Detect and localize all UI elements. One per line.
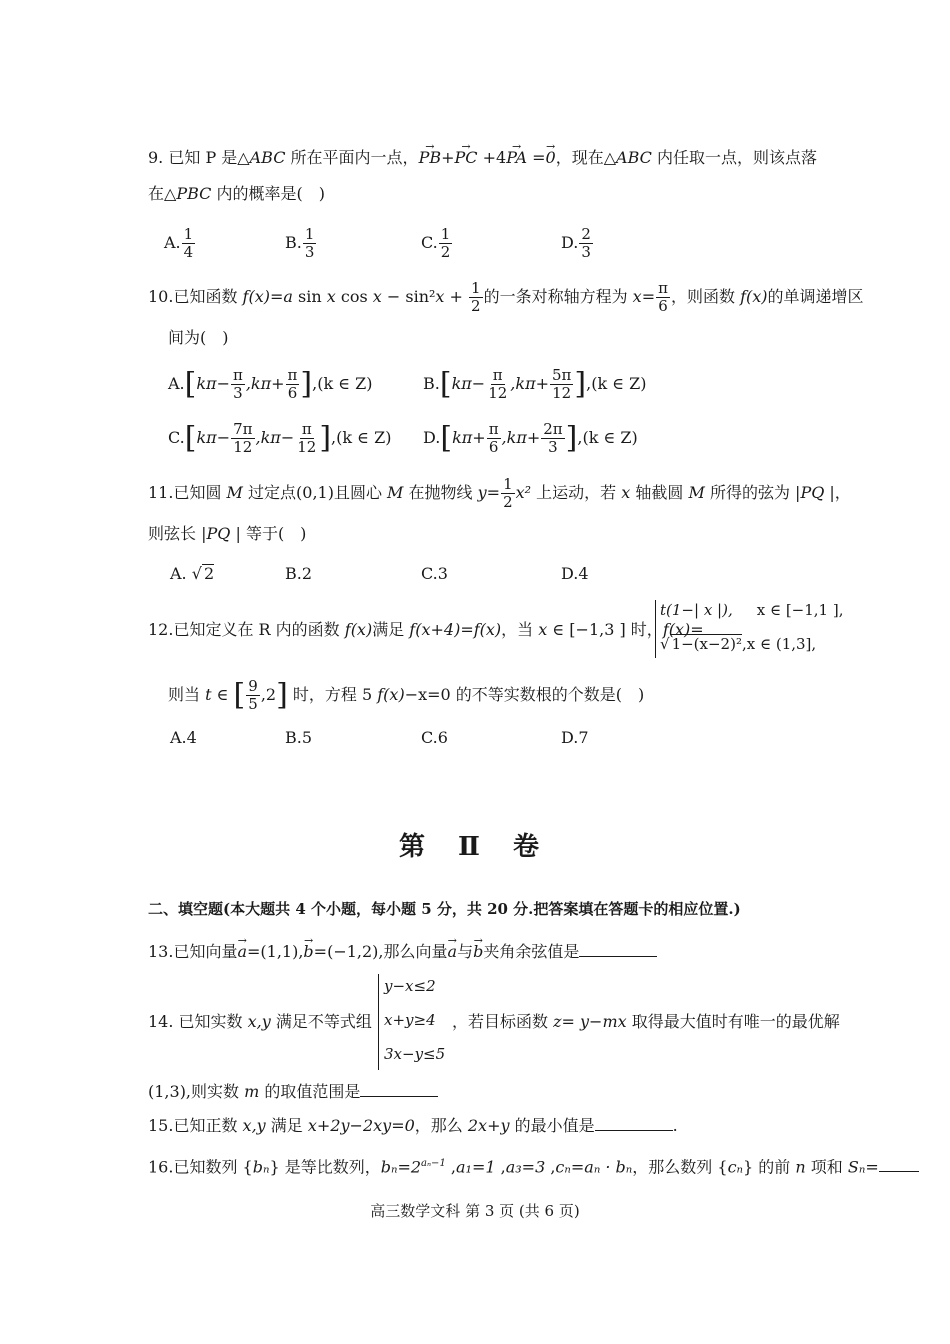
constraint: x+2y−2xy=0 xyxy=(307,1116,415,1135)
q16-line xyxy=(148,1152,919,1179)
seq-b-def: bₙ=2 xyxy=(380,1157,422,1177)
numerator: 1 xyxy=(440,225,451,243)
q10-line1 xyxy=(148,280,864,315)
fraction xyxy=(231,421,254,456)
fraction xyxy=(469,280,483,315)
numerator: 2 xyxy=(581,225,591,243)
zero-vector: → 0 xyxy=(546,146,556,170)
fraction xyxy=(501,476,515,511)
answer-blank[interactable] xyxy=(879,1155,919,1172)
q14-line1-tail xyxy=(452,1010,840,1034)
function-relation: f(x+4)=f(x) xyxy=(409,620,502,639)
q13-text: 与 xyxy=(457,942,474,961)
numerator: 1 xyxy=(503,475,513,493)
var-x: x xyxy=(621,483,631,502)
numerator: π xyxy=(488,420,499,438)
function-f: f(x) xyxy=(377,685,405,704)
var-x: x xyxy=(372,287,382,306)
objective-function: z= y−mx xyxy=(553,1012,627,1031)
q12-line2 xyxy=(168,678,644,713)
q13-text: 13.已知向量 xyxy=(148,942,238,961)
numerator: 7π xyxy=(233,420,253,438)
case-expr: t(1−| x |), xyxy=(660,601,733,619)
q10-text: 间为( ) xyxy=(168,328,229,347)
left-bracket: [ xyxy=(233,677,246,713)
option-label: A. xyxy=(164,233,181,252)
var-x: x xyxy=(632,287,642,306)
expr: ,(k ∈ Z) xyxy=(577,428,638,447)
expr: kπ− xyxy=(196,374,230,393)
q9-line2 xyxy=(148,182,325,206)
q10-text: = xyxy=(269,287,284,306)
q9-triangle: PBC xyxy=(176,184,212,203)
q14-text: 满足不等式组 xyxy=(270,1012,372,1031)
q11-option-a xyxy=(170,562,214,586)
var-x: x xyxy=(435,287,445,306)
denominator: 3 xyxy=(233,384,243,402)
option-label: B. xyxy=(285,233,302,252)
right-bracket: ] xyxy=(319,420,332,456)
numerator: 1 xyxy=(183,225,194,243)
q16-text: 项和 xyxy=(805,1157,848,1177)
expr: kπ+ xyxy=(452,428,486,447)
plus-sign: +4 xyxy=(477,148,507,167)
numerator: π xyxy=(301,420,312,438)
sqrt-icon: √ xyxy=(660,635,670,653)
vector-pa: → PA xyxy=(506,146,527,170)
q16-text: 16.已知数列 { xyxy=(148,1157,253,1177)
right-bracket: ] xyxy=(565,420,578,456)
q9-text: 内的概率是( ) xyxy=(211,184,325,203)
seq-b: bₙ xyxy=(252,1157,270,1177)
fraction xyxy=(286,367,300,402)
q10-text: 的一条对称轴方程为 xyxy=(483,287,633,306)
expr: ,(k ∈ Z) xyxy=(312,374,373,393)
denominator: 3 xyxy=(581,243,591,261)
function-f: f(x) xyxy=(344,620,373,639)
numerator: 9 xyxy=(248,677,258,695)
q11-line1 xyxy=(148,476,851,511)
a1: a₁=1 xyxy=(455,1157,496,1177)
q10-text: ，则函数 xyxy=(670,287,741,306)
q9-text: 在△ xyxy=(148,184,177,203)
param-a: a xyxy=(283,287,293,306)
q14-text: 的取值范围是 xyxy=(259,1082,361,1101)
q9-option-d xyxy=(561,226,594,261)
q15-text: 满足 xyxy=(265,1116,308,1135)
q12-option-c: C.6 xyxy=(421,728,448,747)
q13-line xyxy=(148,940,657,964)
fraction xyxy=(231,367,245,402)
q10-option-d xyxy=(423,421,638,456)
var-m: m xyxy=(244,1082,260,1101)
denominator: 2 xyxy=(471,297,481,315)
q10-text: − sin² xyxy=(381,287,436,306)
var-y: y xyxy=(477,483,487,502)
expr: ,(k ∈ Z) xyxy=(586,374,647,393)
q12-option-b: B.5 xyxy=(285,728,313,747)
denominator: 3 xyxy=(304,243,315,261)
q11-text: 轴截圆 xyxy=(630,483,689,502)
seq-c: cₙ xyxy=(727,1157,744,1177)
q12-text: 时，方程 5 xyxy=(287,685,378,704)
left-bracket: [ xyxy=(439,366,452,402)
vars-xy: x,y xyxy=(242,1116,266,1135)
q15-line xyxy=(148,1114,678,1138)
q11-text: 在抛物线 xyxy=(403,483,478,502)
q15-text: 的最小值是 xyxy=(509,1116,595,1135)
system-brace xyxy=(378,974,379,1070)
inequality-2: x+y≥4 xyxy=(384,1011,436,1029)
q10-text: + xyxy=(444,287,469,306)
q9-option-c xyxy=(421,226,453,261)
var-n: n xyxy=(795,1157,806,1177)
right-bracket: ] xyxy=(276,677,288,713)
case-domain: x ∈ [−1,1 ], xyxy=(756,601,844,619)
radicand: 2 xyxy=(203,564,215,583)
sqrt-icon: √ xyxy=(191,564,202,583)
q12-text: 则当 xyxy=(168,685,206,704)
function-f: f(x) xyxy=(662,620,691,639)
q10-text: sin xyxy=(292,287,327,306)
q11-text: 则弦长 | xyxy=(148,524,207,543)
radicand: 1−(x−2)² xyxy=(671,635,742,653)
expr: ,kπ− xyxy=(255,428,295,447)
q14-text: 14. 已知实数 xyxy=(148,1012,248,1031)
sum-sn: Sₙ xyxy=(847,1157,866,1177)
numerator: 1 xyxy=(304,225,315,243)
q11-text: | 等于( ) xyxy=(230,524,307,543)
page-footer: 高三数学文科 第 3 页 (共 6 页) xyxy=(370,1202,580,1220)
q12-text: ，当 xyxy=(501,620,539,639)
numerator: 5π xyxy=(551,366,572,384)
q12-option-d: D.7 xyxy=(561,728,589,747)
denominator: 12 xyxy=(488,384,508,402)
piecewise-case-1 xyxy=(660,598,843,622)
q15-text: ，那么 xyxy=(414,1116,468,1135)
numerator: 1 xyxy=(471,279,481,297)
q12-line1 xyxy=(148,618,704,642)
q11-text: 过定点(0,1)且圆心 xyxy=(242,483,388,502)
section-heading: 二、填空题(本大题共 4 个小题，每小题 5 分，共 20 分.把答案填在答题卡的相应位置.) xyxy=(148,900,741,918)
q12-text: ∈ xyxy=(211,685,234,704)
q10-option-b xyxy=(423,367,647,402)
function-f: f(x) xyxy=(740,287,768,306)
q9-option-a xyxy=(164,226,196,261)
q14-text: 取得最大值时有唯一的最优解 xyxy=(626,1012,840,1031)
q11-text: 所得的弦为 | xyxy=(704,483,801,502)
q13-text: =(−1,2),那么向量 xyxy=(313,942,448,961)
denominator: 2 xyxy=(440,243,451,261)
q16-text: , xyxy=(445,1157,456,1177)
part-title: 第 Ⅱ 卷 xyxy=(398,832,552,862)
right-bracket: ] xyxy=(574,366,587,402)
piecewise-case-2 xyxy=(660,632,816,656)
var-m: M xyxy=(688,483,705,502)
var-x: x² xyxy=(515,483,532,502)
answer-blank[interactable] xyxy=(360,1080,438,1097)
target-expr: 2x+y xyxy=(467,1116,510,1135)
option-label: C. xyxy=(421,233,438,252)
answer-blank[interactable] xyxy=(595,1114,673,1131)
seq-c-def: cₙ=aₙ · bₙ xyxy=(555,1157,633,1177)
denominator: 12 xyxy=(233,438,253,456)
q12-text: 12.已知定义在 R 内的函数 xyxy=(148,620,345,639)
q9-text: 所在平面内一点， xyxy=(285,148,419,167)
numerator: π xyxy=(232,366,243,384)
option-label: A. xyxy=(168,374,185,393)
q10-option-a xyxy=(168,367,373,402)
q12-text: −x=0 的不等实数根的个数是( ) xyxy=(404,685,645,704)
expr: kπ− xyxy=(196,428,231,447)
var-m: M xyxy=(226,483,243,502)
segment-pq: PQ xyxy=(206,524,231,543)
left-bracket: [ xyxy=(184,420,197,456)
q14-text: ，若目标函数 xyxy=(452,1012,554,1031)
q10-text: 的单调递增区 xyxy=(767,287,864,306)
fraction xyxy=(246,678,260,713)
q16-text: } 是等比数列， xyxy=(269,1157,381,1177)
left-bracket: [ xyxy=(184,366,197,402)
vector-b: → b xyxy=(303,940,313,964)
left-bracket: [ xyxy=(440,420,453,456)
var-x: x xyxy=(326,287,336,306)
inequality-3: 3x−y≤5 xyxy=(384,1045,446,1063)
vars-xy: x,y xyxy=(247,1012,271,1031)
exponent: aₙ−1 xyxy=(421,1158,446,1169)
q11-text: 上运动，若 xyxy=(531,483,622,502)
denominator: 12 xyxy=(552,384,572,402)
q16-text: , xyxy=(545,1157,556,1177)
q14-line1 xyxy=(148,1010,372,1034)
q11-text: |， xyxy=(824,483,851,502)
vector-pb: → PB xyxy=(419,146,442,170)
option-label: D. xyxy=(423,428,441,447)
denominator: 5 xyxy=(248,695,258,713)
denominator: 12 xyxy=(297,438,317,456)
numerator: π xyxy=(287,366,298,384)
fraction xyxy=(295,421,318,456)
q16-text: } 的前 xyxy=(743,1157,796,1177)
expr: ,kπ+ xyxy=(510,374,549,393)
q15-text: 15.已知正数 xyxy=(148,1116,243,1135)
fraction xyxy=(550,367,573,402)
q10-line2 xyxy=(168,326,229,350)
equals-sign: = xyxy=(486,483,501,502)
vector-pc: → PC xyxy=(455,146,478,170)
q14-text: (1,3),则实数 xyxy=(148,1082,245,1101)
q11-line2 xyxy=(148,522,306,546)
denominator: 4 xyxy=(183,243,194,261)
q14-line2 xyxy=(148,1080,438,1104)
numerator: π xyxy=(492,366,503,384)
q11-option-c: C.3 xyxy=(421,564,448,583)
function-f: f(x) xyxy=(242,287,270,306)
q9-triangle: ABC xyxy=(249,148,286,167)
expr: ,kπ+ xyxy=(245,374,285,393)
expr: kπ− xyxy=(451,374,486,393)
vector-a: → a xyxy=(237,940,247,964)
q13-text: =(1,1), xyxy=(247,942,304,961)
fraction xyxy=(182,226,196,261)
q12-text: ∈ [−1,3 ] 时， xyxy=(547,620,663,639)
fraction xyxy=(303,226,317,261)
q12-option-a: A.4 xyxy=(170,728,197,747)
fraction xyxy=(656,280,670,315)
q10-text: 10.已知函数 xyxy=(148,287,243,306)
segment-pq: PQ xyxy=(800,483,825,502)
denominator: 3 xyxy=(548,438,558,456)
q9-triangle: ABC xyxy=(616,148,652,167)
q10-option-c xyxy=(168,421,391,456)
var-x: x xyxy=(538,620,548,639)
expr: ,(k ∈ Z) xyxy=(331,428,392,447)
denominator: 6 xyxy=(658,297,668,315)
inequality-1: y−x≤2 xyxy=(384,977,436,995)
expr: ,kπ+ xyxy=(501,428,541,447)
case-domain: ,x ∈ (1,3], xyxy=(741,635,817,653)
fraction xyxy=(487,421,501,456)
q13-text: 夹角余弦值是 xyxy=(483,942,580,961)
q16-text: ，那么数列 { xyxy=(632,1157,728,1177)
fraction xyxy=(486,367,509,402)
denominator: 2 xyxy=(503,493,513,511)
var-t: t xyxy=(205,685,212,704)
q10-text: = xyxy=(641,287,656,306)
q12-text: = xyxy=(690,620,704,639)
q16-text: , xyxy=(495,1157,506,1177)
q9-option-b xyxy=(285,226,317,261)
fraction xyxy=(439,226,453,261)
right-bracket: ] xyxy=(300,366,313,402)
q15-text: . xyxy=(672,1116,678,1135)
q11-option-b: B.2 xyxy=(285,564,313,583)
fraction xyxy=(541,421,564,456)
option-label: D. xyxy=(561,233,579,252)
q11-option-d: D.4 xyxy=(561,564,589,583)
a3: a₃=3 xyxy=(505,1157,546,1177)
denominator: 6 xyxy=(488,438,499,456)
vector-a: → a xyxy=(448,940,458,964)
denominator: 6 xyxy=(287,384,298,402)
q11-text: 11.已知圆 xyxy=(148,483,227,502)
vector-b: → b xyxy=(473,940,483,964)
q9-line1 xyxy=(148,146,817,170)
q12-text: ,2 xyxy=(260,685,277,704)
q10-text: cos xyxy=(335,287,373,306)
answer-blank[interactable] xyxy=(579,940,657,957)
option-label: A. xyxy=(170,564,192,583)
q9-text: 9. 已知 P 是△ xyxy=(148,148,250,167)
numerator: 2π xyxy=(543,420,563,438)
q9-text: ，现在△ xyxy=(555,148,617,167)
option-label: B. xyxy=(423,374,440,393)
fraction xyxy=(579,226,593,261)
q9-text: 内任取一点，则该点落 xyxy=(651,148,817,167)
equals-sign: = xyxy=(527,148,546,167)
numerator: π xyxy=(658,279,668,297)
plus-sign: + xyxy=(441,148,455,167)
q12-text: 满足 xyxy=(372,620,410,639)
q16-text: = xyxy=(865,1157,879,1177)
option-label: C. xyxy=(168,428,185,447)
piecewise-brace xyxy=(655,600,656,658)
var-m: M xyxy=(387,483,404,502)
